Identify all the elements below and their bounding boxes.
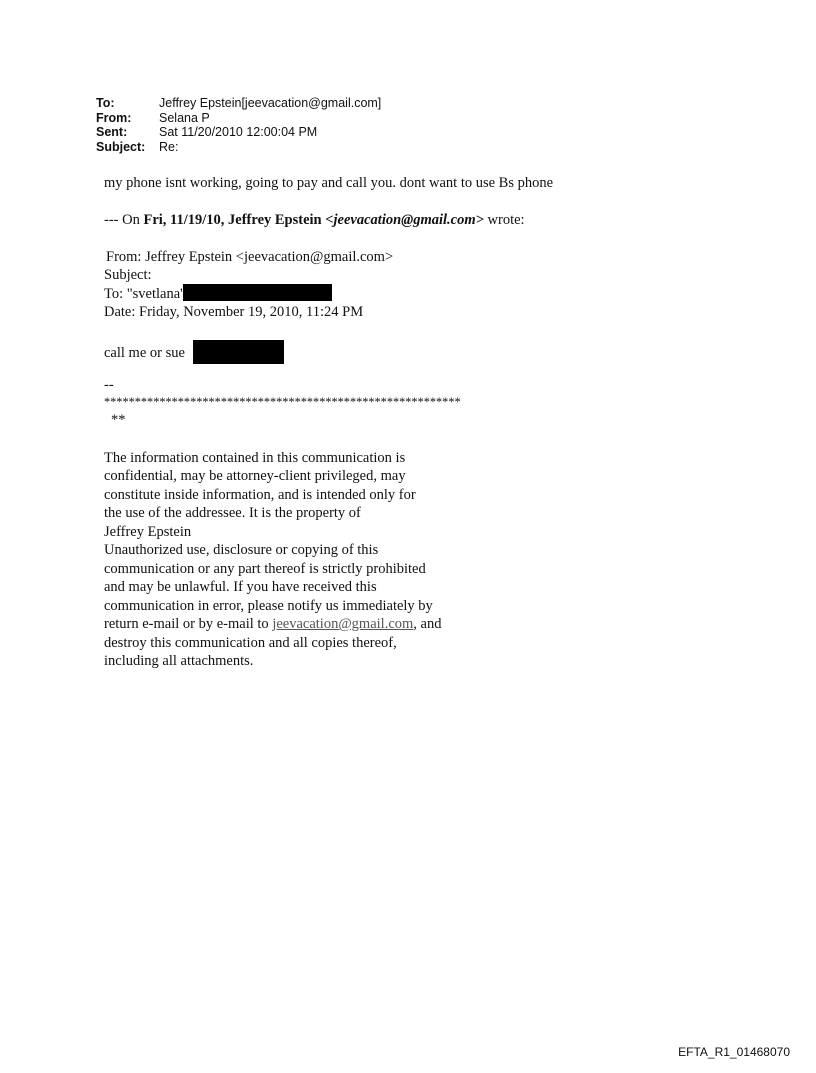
quoted-from: From: Jeffrey Epstein <jeevacation@gmail.com> <box>106 249 394 265</box>
disclaimer-line: The information contained in this communication is <box>104 449 406 466</box>
quoted-date: Date: Friday, November 19, 2010, 11:24 PM <box>104 304 364 320</box>
document-id: EFTA_R1_01468070 <box>678 1045 790 1059</box>
return-prefix: return e-mail or by e-mail to <box>104 616 273 632</box>
to-value: Jeffrey Epstein[jeevacation@gmail.com] <box>159 96 382 110</box>
quoted-to <box>104 284 332 304</box>
email-header <box>96 96 381 154</box>
return-suffix: , and <box>413 616 442 632</box>
from-label: From: <box>96 110 132 125</box>
redaction-block <box>193 340 284 364</box>
disclaimer-line: communication or any part thereof is strictly prohibited <box>104 560 426 577</box>
quoted-message <box>104 340 284 364</box>
disclaimer-line: including all attachments. <box>104 653 254 669</box>
redaction-block <box>183 284 332 301</box>
signature-stars: ********************************************************** <box>104 395 461 409</box>
disclaimer-block <box>104 430 441 689</box>
quote-suffix: wrote: <box>483 212 525 228</box>
email-link[interactable]: jeevacation@gmail.com <box>272 616 414 632</box>
disclaimer-line: Jeffrey Epstein <box>104 523 192 540</box>
disclaimer-line: destroy this communication and all copies thereof, <box>104 634 397 651</box>
disclaimer-line: communication in error, please notify us immediately by <box>104 597 433 614</box>
sent-label: Sent: <box>96 125 128 139</box>
signature-dashes: -- <box>104 377 114 393</box>
subject-row <box>96 140 381 155</box>
quote-date-sender: Fri, 11/19/10, Jeffrey Epstein <box>143 212 326 228</box>
to-row <box>96 96 381 111</box>
disclaimer-line: the use of the addressee. It is the property of <box>104 505 361 521</box>
subject-value: Re: <box>159 139 179 154</box>
quote-intro <box>104 211 525 230</box>
disclaimer-line: constitute inside information, and is intended only for <box>104 486 416 503</box>
disclaimer-line: and may be unlawful. If you have received this <box>104 579 377 595</box>
disclaimer-line: Unauthorized use, disclosure or copying of this <box>104 542 379 558</box>
sent-row <box>96 125 381 140</box>
sent-value: Sat 11/20/2010 12:00:04 PM <box>159 125 318 139</box>
subject-label: Subject: <box>96 139 146 154</box>
quoted-subject: Subject: <box>104 267 152 283</box>
quote-prefix: --- On <box>104 212 144 228</box>
quoted-message-text: call me or sue <box>104 345 185 361</box>
quote-email: <jeevacation@gmail.com> <box>325 212 484 228</box>
from-value: Selana P <box>159 110 210 125</box>
to-label: To: <box>96 96 115 110</box>
disclaimer-line <box>104 615 441 634</box>
from-row <box>96 111 381 126</box>
quoted-to-text: To: "svetlana' <box>104 286 183 302</box>
disclaimer-line: confidential, may be attorney-client privileged, may <box>104 468 406 484</box>
signature-stars-short: ** <box>111 412 126 428</box>
reply-line: my phone isnt working, going to pay and call you. dont want to use Bs phone <box>104 175 554 191</box>
